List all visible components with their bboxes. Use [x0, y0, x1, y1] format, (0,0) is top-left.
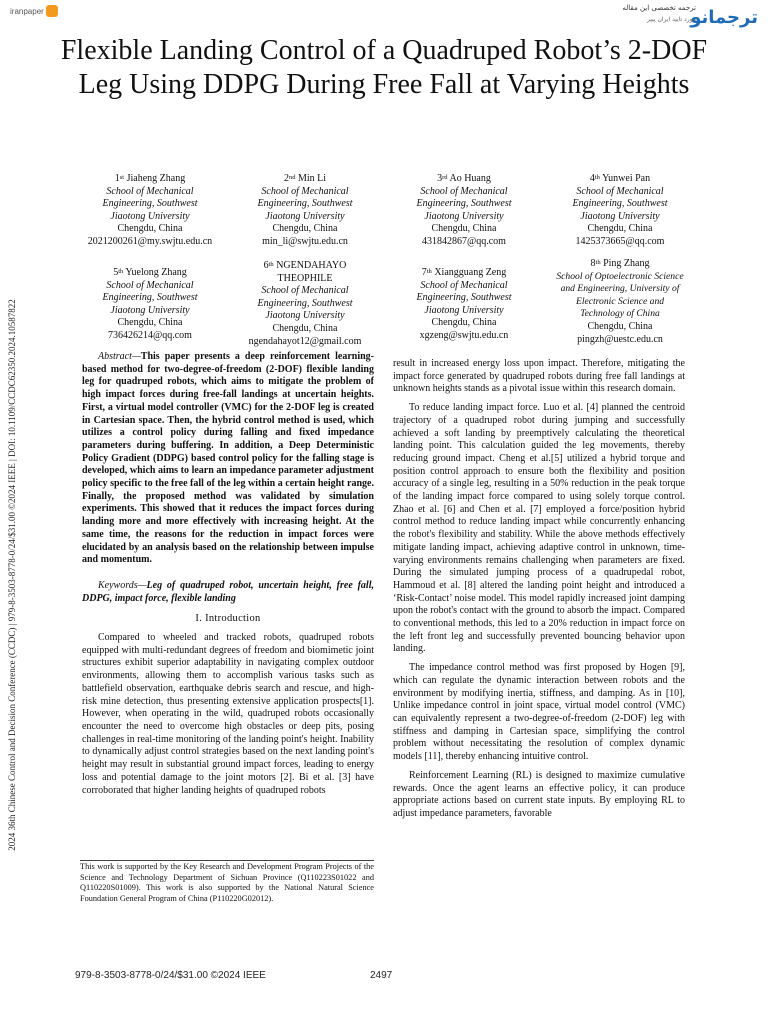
author-email: min_li@swjtu.edu.cn: [262, 235, 348, 247]
keywords-text: Leg of quadruped robot, uncertain height, free fall, DDPG, impact force, flexible landing: [82, 579, 374, 604]
body-paragraph: To reduce landing impact force. Luo et al. [4] planned the centroid trajectory of a quadruped robot during jumping and successfully achieved a soft landing by preemptively calculating the theoretical landing point. This calculation guided the leg movements, thereby reducing ground impact. Cheng et al.[5] utilized a hybrid torque and position control approach to ensure both the flexibility and position accuracy of a single leg, resulting in a 50% reduction in the peak torque of the landing impact force compared to using solely torque control. Zhao et al. [6] and Chen et al. [7] employed a force/position hybrid control method to reduce landing impact while concurrently enhancing the robot's flexibility and stability. While the above methods effectively mitigate landing impact, achieving adaptive control in unknown, time-varying environments remains challenging when parameters are fixed. During the simulated jumping process of a quadrupedal robot, Hammoud et al. [8] altered the landing point height and introduced a ‘Risk-Contact’ noise model. This model rapidly increased joint damping upon the robot's contact with the ground to absorb the impact. Compared to conventional methods, this led to a 20% reduction in impact force on the left front leg and successfully prevented bouncing behavior upon landing.: [393, 402, 685, 655]
author-name: 6th NGENDAHAYO: [263, 260, 347, 271]
author-email: ngendahayot12@gmail.com: [248, 335, 362, 347]
author-name: 8th Ping Zhang: [590, 258, 650, 269]
author-affiliation: School of Mechanical Engineering, Southwest Jiaotong University: [102, 279, 198, 316]
author-block: [545, 173, 695, 249]
author-name: 5th Yuelong Zhang: [113, 267, 187, 278]
author-city: Chengdu, China: [587, 320, 653, 332]
abstract: [82, 351, 374, 567]
author-city: Chengdu, China: [117, 317, 183, 329]
author-email: 2021200261@my.swjtu.edu.cn: [87, 235, 213, 247]
author-city: Chengdu, China: [431, 317, 497, 329]
author-block: [389, 173, 539, 249]
tarjomano-brand: ترجمانو: [690, 7, 758, 28]
tarjomano-logo: [618, 3, 758, 29]
author-name: 3rd Ao Huang: [437, 173, 491, 184]
author-city: Chengdu, China: [272, 223, 338, 235]
iranpaper-logo: [10, 5, 58, 17]
author-affiliation: School of Optoelectronic Science and Engineering, University of Electronic Science and Technology of China: [556, 270, 684, 320]
section-heading: I. Introduction: [195, 613, 261, 625]
left-column: [82, 351, 374, 797]
author-name: 7th Xiangguang Zeng: [421, 267, 507, 278]
author-email: 736426214@qq.com: [108, 329, 192, 341]
author-name: 1st Jiaheng Zhang: [114, 173, 186, 184]
author-affiliation: School of Mechanical Engineering, Southwest Jiaotong University: [102, 185, 198, 222]
author-email: 431842867@qq.com: [422, 235, 506, 247]
author-affiliation: School of Mechanical Engineering, Southwest Jiaotong University: [572, 185, 668, 222]
author-block: [230, 173, 380, 249]
tarjomano-tagline: ترجمه تخصصی این مقاله: [622, 4, 696, 12]
body-paragraph: Compared to wheeled and tracked robots, quadruped robots equipped with multi-redundant degrees of freedom and biomimetic joint structures exhibit superior adaptability in navigating complex outdoor environments, allowing them to accomplish various tasks such as battlefield observation, earthquake debris search and rescue, and high-risk mine detection, thus presenting extensive application prospects[1]. However, when operating in the wild, quadruped robots occasionally encounter the need to overcome high obstacles or deep pits, posing challenges in real-time monitoring of the landing point's height. Inability to dynamically adjust control strategies based on the next landing point's height may result in substantial ground impact forces, leading to energy loss and potential damage to the joint motors [2]. Bi et al. [3] have corroborated that higher landing heights of quadruped robots: [82, 632, 374, 796]
author-name: 2nd Min Li: [283, 173, 327, 184]
author-affiliation: School of Mechanical Engineering, Southwest Jiaotong University: [416, 185, 512, 222]
body-paragraph: Reinforcement Learning (RL) is designed to maximize cumulative rewards. Once the agent learns an effective policy, it can produce appropriate actions based on current state inputs. By employing RL to adjust impedance parameters, favorable: [393, 769, 685, 819]
author-block: [545, 258, 695, 346]
right-column: [393, 358, 685, 821]
footer-isbn: 979-8-3503-8778-0/24/$31.00 ©2024 IEEE: [75, 970, 266, 981]
author-block: [389, 267, 539, 343]
author-block: [75, 267, 225, 343]
abstract-text: This paper presents a deep reinforcement learning-based method for two-degree-of-freedom (2-DOF) flexible landing leg for quadruped robots, which aims to mitigate the problem of high impact forces during free-fall landings at uncertain heights. First, a virtual model controller (VMC) for the 2-DOF leg is created in Cartesian space. Then, the hybrid control method is used, which utilizes a control policy during falling and fixed impedance parameters during buffering. In addition, a Deep Deterministic Policy Gradient (DDPG) based control policy for the falling stage is developed, which aims to learn an impedance parameter adjustment policy specific to the free fall of the leg within a certain height range. Finally, the proposed method was validated by simulation experiments. This showed that it reduces the impact forces during landing more and more effectively with increasing height. At the same time, the reasons for the reduction in impact forces were elucidated by an analysis based on the relationship between impulse and momentum.: [82, 351, 374, 566]
author-affiliation: School of Mechanical Engineering, Southwest Jiaotong University: [257, 285, 353, 322]
author-affiliation: School of Mechanical Engineering, Southwest Jiaotong University: [416, 279, 512, 316]
author-affiliation: School of Mechanical Engineering, Southwest Jiaotong University: [257, 185, 353, 222]
author-email: pingzh@uestc.edu.cn: [577, 333, 663, 345]
abstract-label: Abstract—: [98, 351, 141, 362]
body-paragraph: result in increased energy loss upon impact. Therefore, mitigating the impact force generated by quadruped robots during free fall landings at unknown heights stands as a pivotal issue within this research domain.: [393, 358, 685, 395]
keywords-label: Keywords—: [98, 579, 147, 591]
tarjomano-subtagline: مورد تایید ایران پیپر: [646, 16, 696, 23]
author-email: 1425373665@qq.com: [575, 235, 665, 247]
author-city: Chengdu, China: [117, 223, 183, 235]
side-doi-text: 2024 36th Chinese Control and Decision Conference (CCDC) | 979-8-3503-8778-0/24/$31.00 ©2024 IEEE | DOI: 10.1109/CCDC62350.2024.10587822: [7, 299, 17, 851]
author-name-line2: THEOPHILE: [277, 272, 333, 284]
funding-footnote: This work is supported by the Key Research and Development Program Projects of the Science and Technology Department of Sichuan Province (Q110223S01022 and Q110220S01009). This work is also supported by the National Natural Science Foundation General Program of China (P110220G02012).: [80, 862, 374, 903]
keywords: [82, 580, 374, 605]
iranpaper-mark-icon: [46, 5, 58, 17]
author-city: Chengdu, China: [587, 223, 653, 235]
author-email: xgzeng@swjtu.edu.cn: [419, 329, 509, 341]
author-city: Chengdu, China: [431, 223, 497, 235]
author-city: Chengdu, China: [272, 322, 338, 334]
author-block: [75, 173, 225, 249]
author-block: [230, 260, 380, 348]
author-name: 4th Yunwei Pan: [589, 173, 651, 184]
body-paragraph: The impedance control method was first proposed by Hogen [9], which can regulate the dynamic interaction between robots and the environment by modifying inertia, stiffness, and damping. As in [10], Unlike impedance control in joint space, virtual model control (VMC) can equivalently represent a two-degree-of-freedom (2-DOF) leg with stiffness and damping in Cartesian space, simplifying the control problem without necessitating the resolution of complex dynamic models [11], thereby enhancing intuitive control.: [393, 662, 685, 763]
paper-title: Flexible Landing Control of a Quadruped Robot’s 2-DOF Leg Using DDPG During Free Fall at Varying Heights: [60, 35, 708, 100]
iranpaper-logo-text: iranpaper: [10, 6, 44, 16]
page-number: 2497: [370, 970, 393, 981]
side-doi-note: [6, 195, 18, 955]
